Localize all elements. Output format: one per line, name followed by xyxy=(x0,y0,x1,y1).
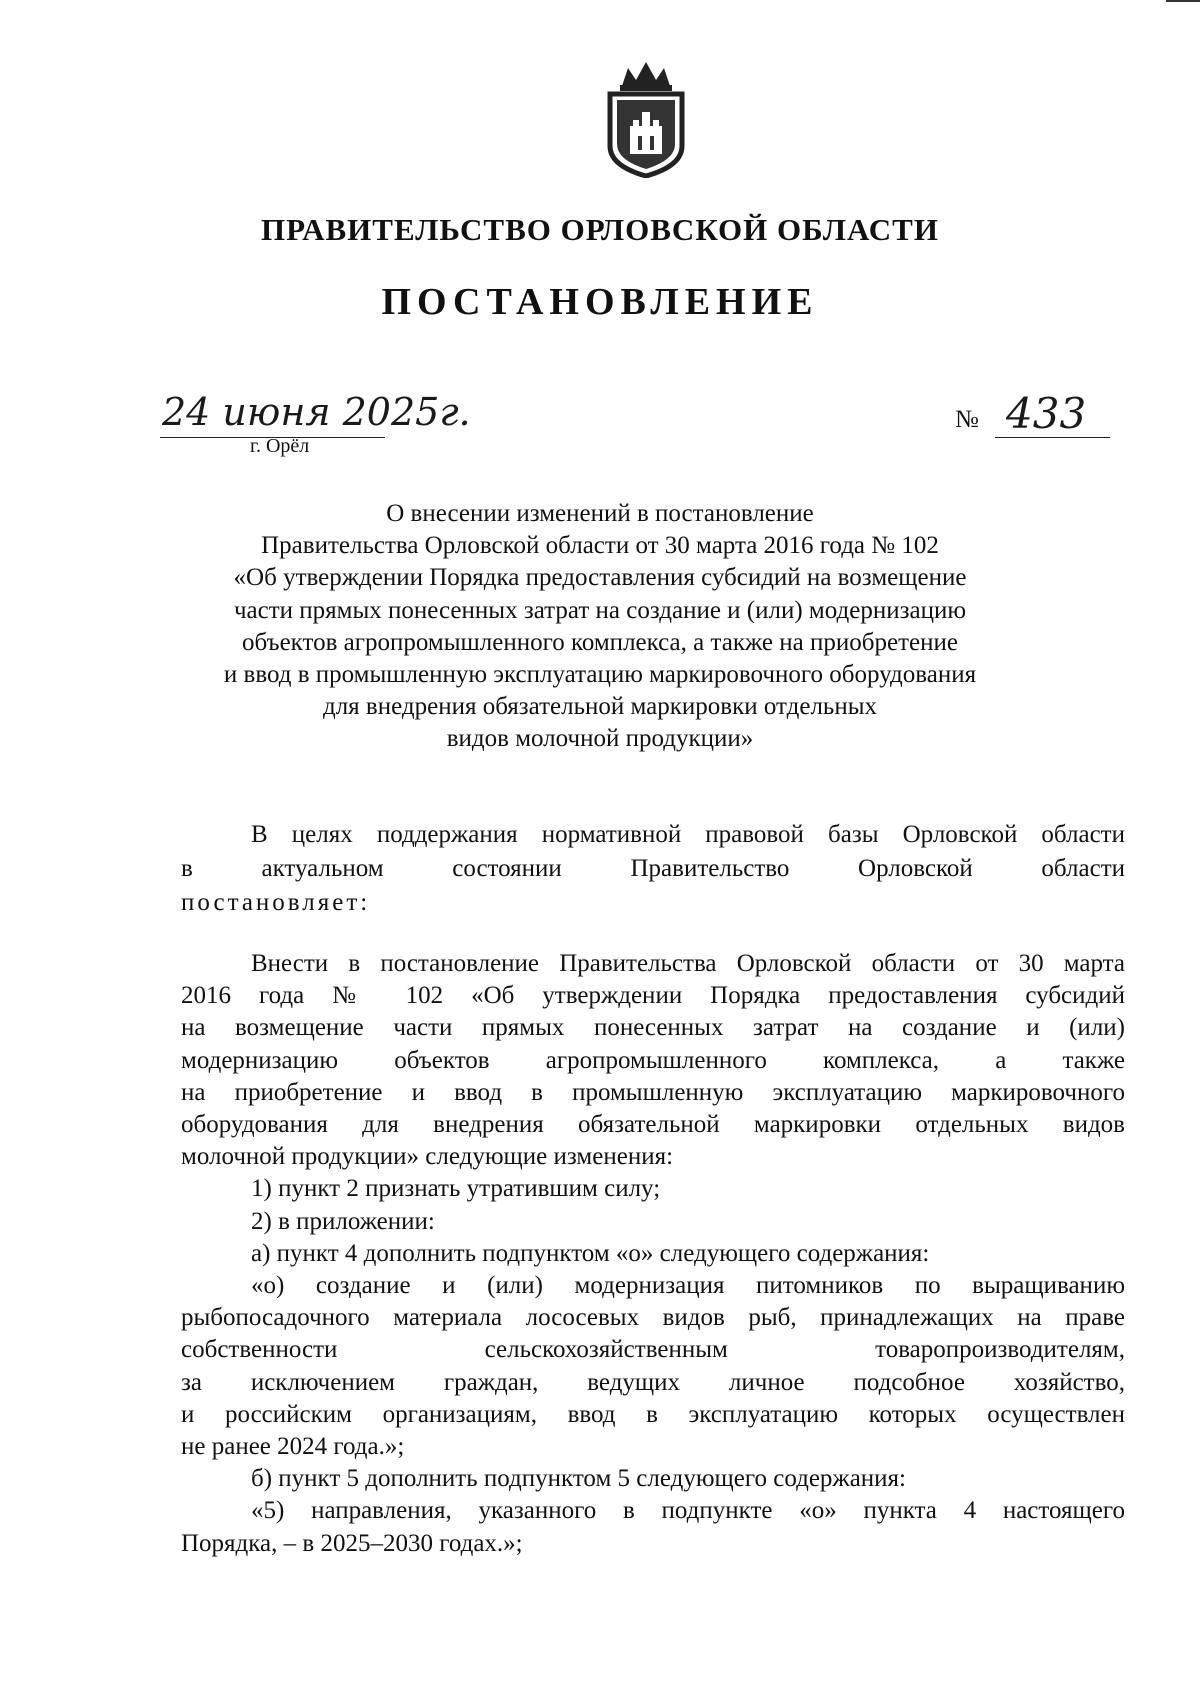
date-handwritten-text: 24 июня 2025г. xyxy=(162,390,471,434)
body-line: собственности сельскохозяйственным товаропроизводителям, xyxy=(181,1336,1125,1364)
handwritten-number xyxy=(1000,386,1110,442)
subject-line: и ввод в промышленную эксплуатацию маркировочного оборудования xyxy=(223,661,977,689)
list-item: а) пункт 4 дополнить подпунктом «о» следующего содержания: xyxy=(251,1239,930,1267)
list-item: 2) в приложении: xyxy=(251,1207,435,1235)
list-item: 1) пункт 2 признать утратившим силу; xyxy=(251,1175,661,1203)
body-line: за исключением граждан, ведущих личное подсобное хозяйство, xyxy=(181,1368,1125,1396)
body-line: и российским организациям, ввод в эксплуатацию которых осуществлен xyxy=(181,1400,1125,1428)
subject-line: для внедрения обязательной маркировки отдельных xyxy=(322,693,878,721)
subject-line: части прямых понесенных затрат на создание и (или) модернизацию xyxy=(233,596,967,624)
subject-line: видов молочной продукции» xyxy=(446,725,754,753)
list-item: б) пункт 5 дополнить подпунктом 5 следующего содержания: xyxy=(251,1465,906,1493)
body-line: на возмещение части прямых понесенных затрат на создание и (или) xyxy=(181,1014,1125,1042)
main-body xyxy=(181,948,1125,1560)
body-line: «5) направления, указанного в подпункте «о» пункта 4 настоящего xyxy=(251,1497,1125,1525)
subject-line: О внесении изменений в постановление xyxy=(386,500,814,527)
number-handwritten-text: 433 xyxy=(1006,389,1087,438)
number-sign: № xyxy=(955,406,979,433)
orel-coat-of-arms-icon xyxy=(600,58,692,178)
handwritten-date xyxy=(160,385,500,443)
preamble-line: В целях поддержания нормативной правовой базы Орловской области xyxy=(251,821,1125,848)
government-name: ПРАВИТЕЛЬСТВО ОРЛОВСКОЙ ОБЛАСТИ xyxy=(261,212,939,247)
body-line: 2016 года № 102 «Об утверждении Порядка предоставления субсидий xyxy=(181,982,1125,1010)
body-line: рыбопосадочного материала лососевых видов рыб, принадлежащих на праве xyxy=(181,1304,1125,1332)
body-line: Внести в постановление Правительства Орловской области от 30 марта xyxy=(251,950,1125,977)
document-subject xyxy=(180,498,1020,756)
subject-line: Правительства Орловской области от 30 марта 2016 года № 102 xyxy=(261,532,939,560)
body-line: оборудования для внедрения обязательной маркировки отдельных видов xyxy=(181,1111,1125,1139)
document-type-title: ПОСТАНОВЛЕНИЕ xyxy=(381,281,819,323)
body-line: модернизацию объектов агропромышленного комплекса, а также xyxy=(181,1046,1125,1074)
number-underline xyxy=(995,437,1110,438)
body-line: на приобретение и ввод в промышленную эксплуатацию маркировочного xyxy=(181,1078,1125,1106)
preamble-paragraph xyxy=(181,818,1125,920)
subject-line: объектов агропромышленного комплекса, а также на приобретение xyxy=(242,628,958,656)
body-line: молочной продукции» следующие изменения: xyxy=(181,1143,674,1171)
city-label: г. Орёл xyxy=(250,435,310,457)
subject-line: «Об утверждении Порядка предоставления субсидий на возмещение xyxy=(233,564,967,592)
body-line: не ранее 2024 года.»; xyxy=(181,1433,405,1461)
body-line: Порядка, – в 2025–2030 годах.»; xyxy=(181,1529,523,1557)
preamble-line: в актуальном состоянии Правительство Орловской области xyxy=(181,855,1125,882)
preamble-resolves: постановляет: xyxy=(181,889,371,916)
body-line: «о) создание и (или) модернизация питомников по выращиванию xyxy=(251,1272,1125,1300)
scan-edge-mark xyxy=(1166,0,1200,16)
